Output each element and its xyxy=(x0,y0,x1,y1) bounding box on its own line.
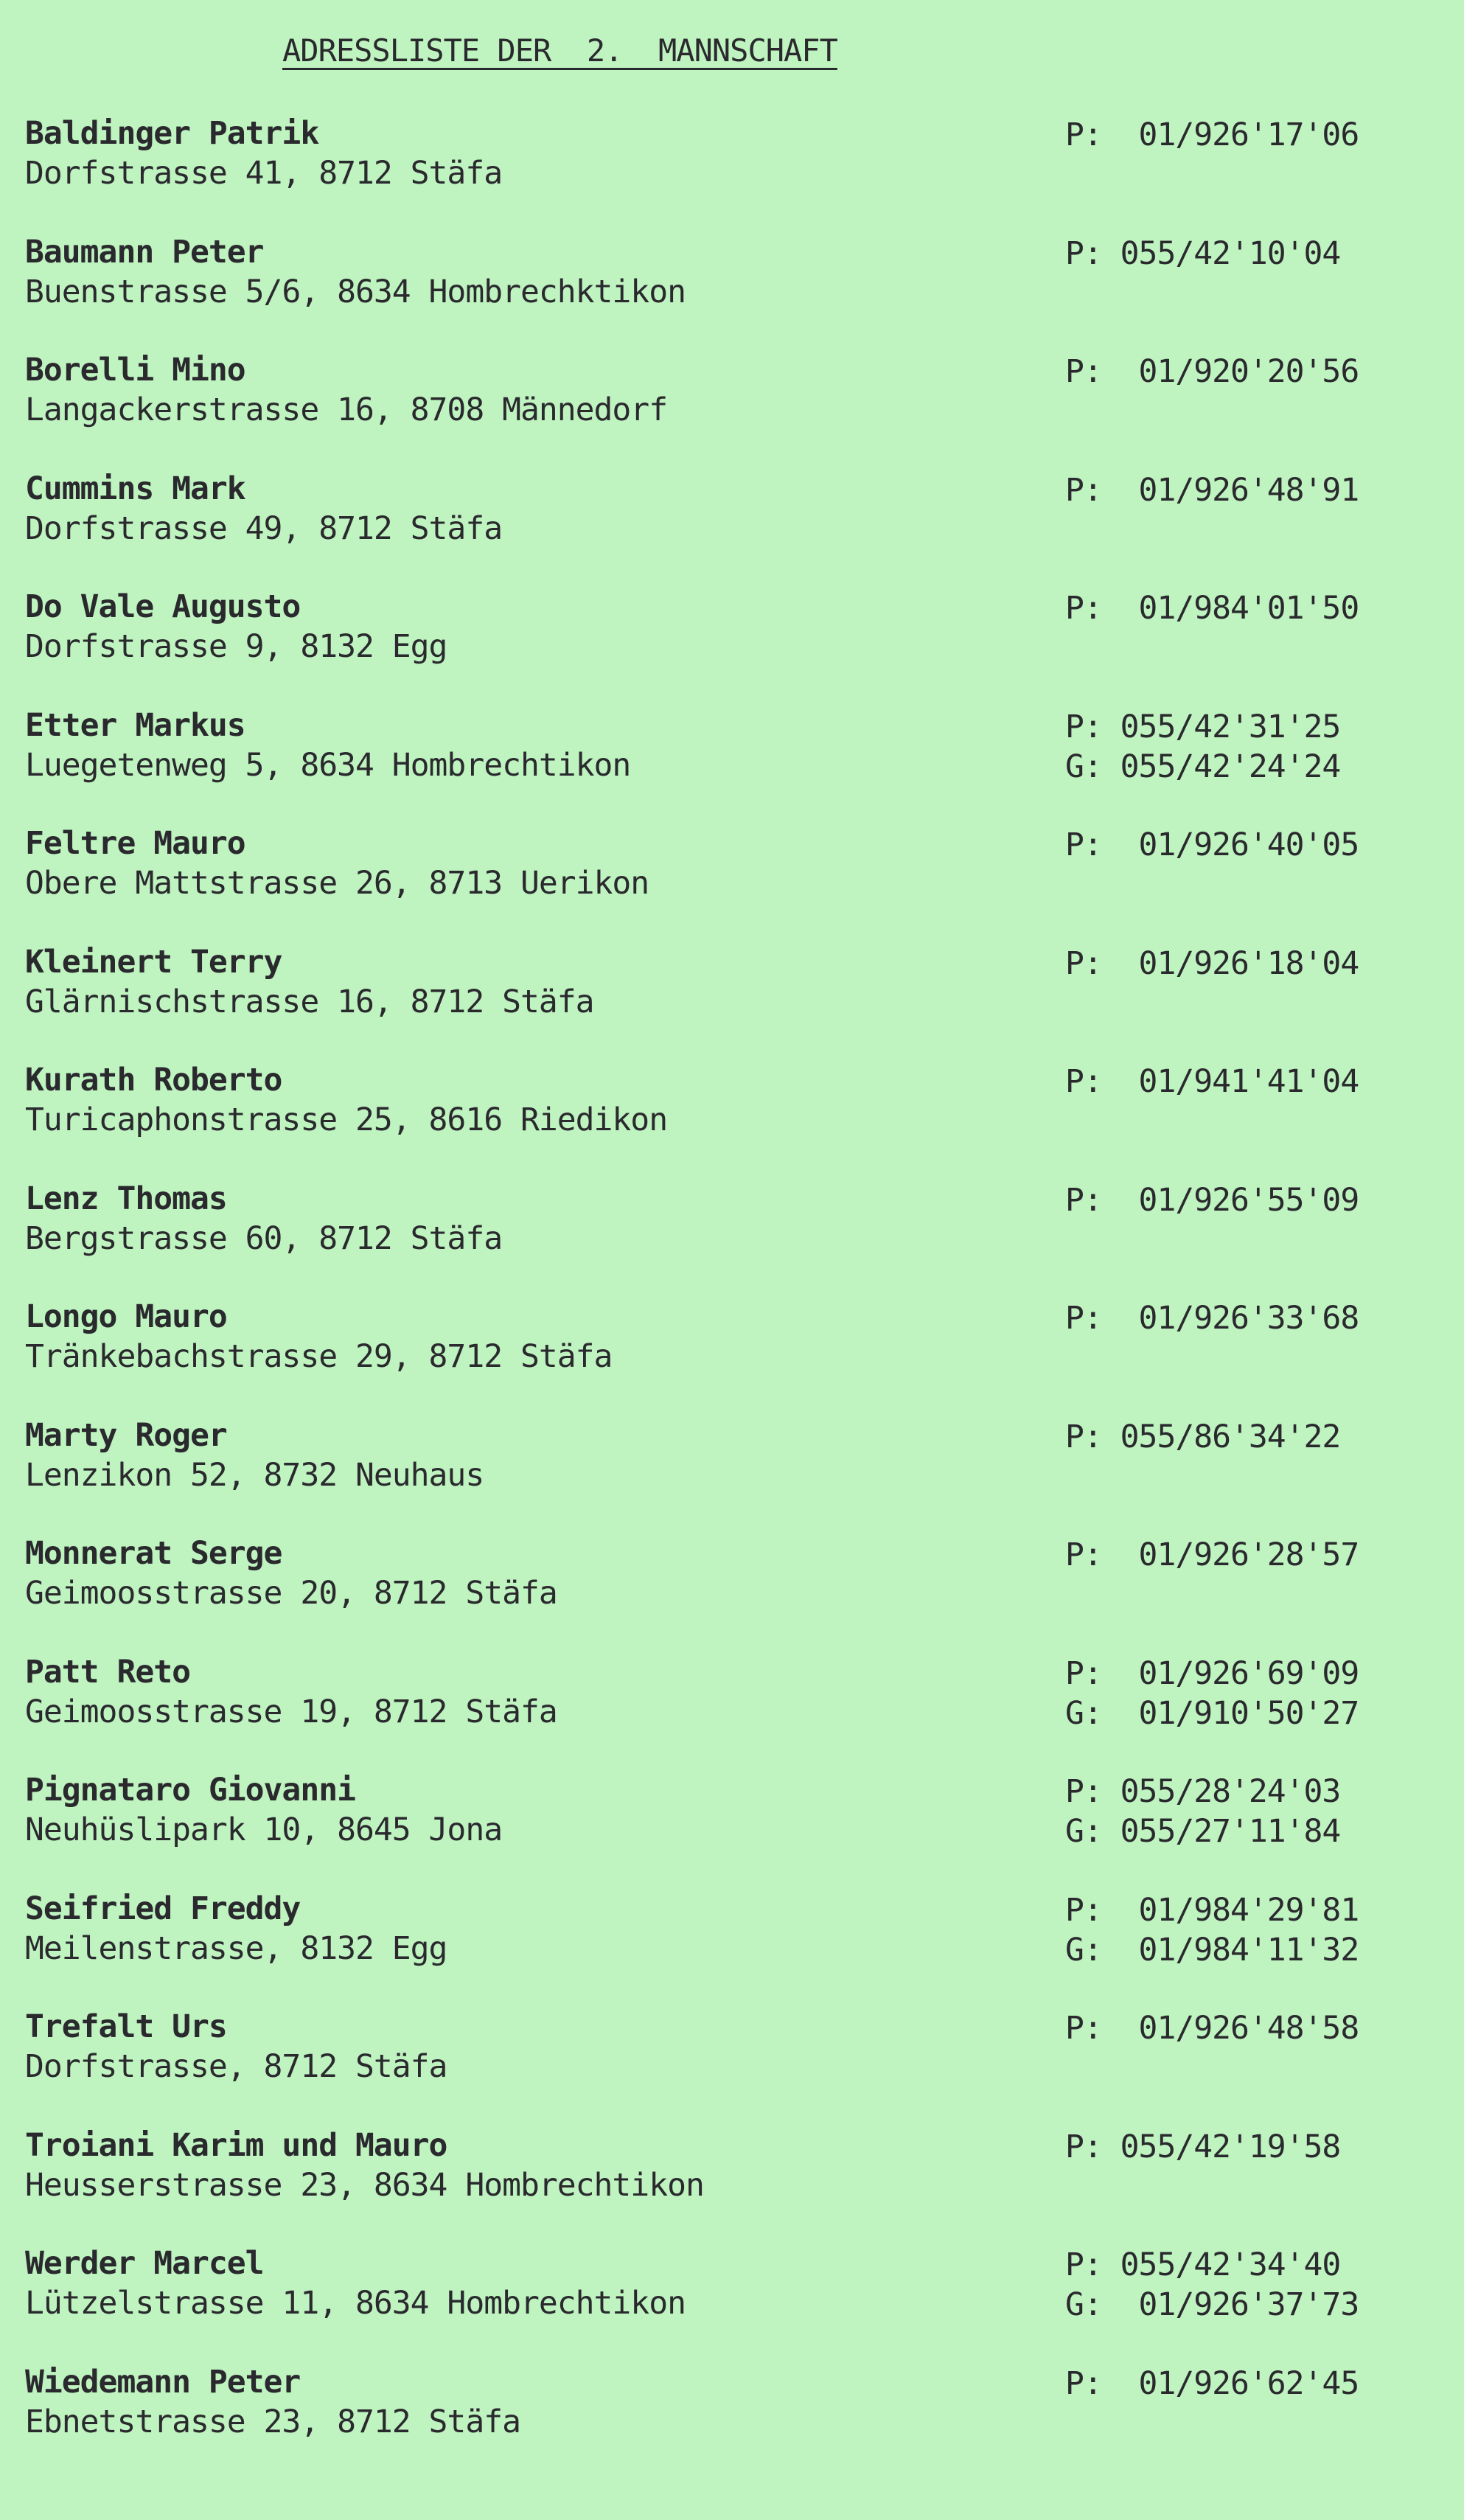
phone-numbers xyxy=(1065,1654,1359,1733)
member-name: Monnerat Serge xyxy=(25,1535,282,1572)
phone-number: P: 01/926'48'58 xyxy=(1065,2010,1359,2047)
phone-number: P: 01/926'33'68 xyxy=(1065,1300,1359,1337)
phone-number: P: 01/941'41'04 xyxy=(1065,1063,1359,1100)
phone-number: P: 055/42'34'40 xyxy=(1065,2246,1341,2283)
phone-numbers xyxy=(1065,2364,1359,2404)
member-name: Pignataro Giovanni xyxy=(25,1772,355,1809)
list-item xyxy=(25,1535,1440,1654)
member-name: Patt Reto xyxy=(25,1653,190,1691)
member-address: Dorfstrasse 49, 8712 Stäfa xyxy=(25,509,503,547)
phone-numbers xyxy=(1065,470,1359,510)
phone-numbers xyxy=(1065,944,1359,984)
phone-number: P: 01/926'55'09 xyxy=(1065,1181,1359,1219)
list-item xyxy=(25,1417,1440,1536)
phone-number: P: 055/42'10'04 xyxy=(1065,234,1341,272)
member-address: Luegetenweg 5, 8634 Hombrechtikon xyxy=(25,746,631,784)
list-item xyxy=(25,1298,1440,1417)
phone-number: P: 055/42'31'25 xyxy=(1065,708,1341,745)
member-name: Marty Roger xyxy=(25,1416,227,1454)
page-title: ADRESSLISTE DER 2. MANNSCHAFT xyxy=(282,32,837,69)
phone-number: P: 01/984'01'50 xyxy=(1065,590,1359,627)
phone-numbers xyxy=(1065,1772,1340,1851)
member-name: Feltre Mauro xyxy=(25,825,245,862)
list-item xyxy=(25,1062,1440,1180)
member-name: Borelli Mino xyxy=(25,352,245,389)
member-name: Etter Markus xyxy=(25,706,245,744)
member-name: Lenz Thomas xyxy=(25,1180,227,1217)
phone-number: P: 01/926'62'45 xyxy=(1065,2364,1359,2402)
list-item xyxy=(25,944,1440,1062)
phone-numbers xyxy=(1065,707,1340,787)
member-address: Langackerstrasse 16, 8708 Männedorf xyxy=(25,391,668,428)
member-address: Lützelstrasse 11, 8634 Hombrechtikon xyxy=(25,2285,686,2322)
list-item xyxy=(25,470,1440,589)
member-name: Seifried Freddy xyxy=(25,1890,301,1927)
list-item xyxy=(25,1890,1440,2009)
phone-numbers xyxy=(1065,825,1359,865)
member-address: Buenstrasse 5/6, 8634 Hombrechktikon xyxy=(25,273,686,310)
member-address: Neuhüslipark 10, 8645 Jona xyxy=(25,1811,503,1848)
member-name: Trefalt Urs xyxy=(25,2008,227,2045)
list-item xyxy=(25,2127,1440,2246)
member-address: Glärnischstrasse 16, 8712 Stäfa xyxy=(25,983,594,1020)
phone-number: G: 01/926'37'73 xyxy=(1065,2286,1359,2323)
phone-number: P: 01/926'18'04 xyxy=(1065,944,1359,982)
member-name: Longo Mauro xyxy=(25,1298,227,1335)
phone-number: P: 01/984'29'81 xyxy=(1065,1891,1359,1929)
list-item xyxy=(25,1654,1440,1772)
phone-numbers xyxy=(1065,2008,1359,2048)
member-name: Baldinger Patrik xyxy=(25,115,319,152)
phone-number: P: 01/926'40'05 xyxy=(1065,826,1359,863)
member-name: Werder Marcel xyxy=(25,2245,264,2282)
phone-numbers xyxy=(1065,1417,1340,1457)
member-address: Tränkebachstrasse 29, 8712 Stäfa xyxy=(25,1338,613,1375)
phone-number: G: 055/27'11'84 xyxy=(1065,1813,1341,1850)
member-address: Meilenstrasse, 8132 Egg xyxy=(25,1929,447,1967)
list-item xyxy=(25,588,1440,707)
phone-numbers xyxy=(1065,234,1340,274)
member-address: Obere Mattstrasse 26, 8713 Uerikon xyxy=(25,865,649,902)
member-name: Cummins Mark xyxy=(25,470,245,507)
phone-numbers xyxy=(1065,1062,1359,1101)
phone-number: P: 01/926'28'57 xyxy=(1065,1536,1359,1573)
list-item xyxy=(25,2008,1440,2127)
member-name: Baumann Peter xyxy=(25,233,264,271)
phone-number: P: 01/926'69'09 xyxy=(1065,1654,1359,1692)
member-name: Kurath Roberto xyxy=(25,1062,282,1099)
phone-number: G: 01/910'50'27 xyxy=(1065,1694,1359,1732)
phone-number: G: 055/42'24'24 xyxy=(1065,748,1341,785)
member-address: Geimoosstrasse 19, 8712 Stäfa xyxy=(25,1693,557,1730)
list-item xyxy=(25,352,1440,470)
list-item xyxy=(25,1180,1440,1299)
member-name: Troiani Karim und Mauro xyxy=(25,2126,447,2164)
phone-numbers xyxy=(1065,2127,1340,2167)
member-name: Do Vale Augusto xyxy=(25,588,301,625)
phone-number: G: 01/984'11'32 xyxy=(1065,1931,1359,1969)
phone-number: P: 01/926'48'91 xyxy=(1065,471,1359,509)
member-address: Lenzikon 52, 8732 Neuhaus xyxy=(25,1456,484,1494)
phone-numbers xyxy=(1065,352,1359,391)
phone-numbers xyxy=(1065,1890,1359,1970)
member-address: Heusserstrasse 23, 8634 Hombrechtikon xyxy=(25,2166,704,2204)
phone-numbers xyxy=(1065,1535,1359,1575)
list-item xyxy=(25,2245,1440,2364)
phone-numbers xyxy=(1065,1180,1359,1220)
member-name: Wiedemann Peter xyxy=(25,2363,301,2401)
list-item xyxy=(25,115,1440,234)
phone-number: P: 01/920'20'56 xyxy=(1065,353,1359,390)
phone-number: P: 055/42'19'58 xyxy=(1065,2128,1341,2165)
list-item xyxy=(25,707,1440,826)
phone-numbers xyxy=(1065,1298,1359,1338)
member-address: Turicaphonstrasse 25, 8616 Riedikon xyxy=(25,1101,668,1138)
entry-list xyxy=(25,115,1440,2482)
member-address: Dorfstrasse 9, 8132 Egg xyxy=(25,628,447,665)
member-address: Ebnetstrasse 23, 8712 Stäfa xyxy=(25,2403,520,2440)
member-address: Dorfstrasse, 8712 Stäfa xyxy=(25,2048,447,2085)
list-item xyxy=(25,1772,1440,1890)
phone-number: P: 055/86'34'22 xyxy=(1065,1418,1341,1455)
phone-numbers xyxy=(1065,2245,1359,2325)
member-address: Bergstrasse 60, 8712 Stäfa xyxy=(25,1219,503,1257)
phone-numbers xyxy=(1065,588,1359,628)
list-item xyxy=(25,2364,1440,2482)
list-item xyxy=(25,234,1440,352)
phone-numbers xyxy=(1065,115,1359,155)
phone-number: P: 055/28'24'03 xyxy=(1065,1773,1341,1810)
phone-number: P: 01/926'17'06 xyxy=(1065,116,1359,153)
member-address: Geimoosstrasse 20, 8712 Stäfa xyxy=(25,1575,557,1612)
list-item xyxy=(25,825,1440,944)
member-address: Dorfstrasse 41, 8712 Stäfa xyxy=(25,155,503,192)
member-name: Kleinert Terry xyxy=(25,943,282,981)
